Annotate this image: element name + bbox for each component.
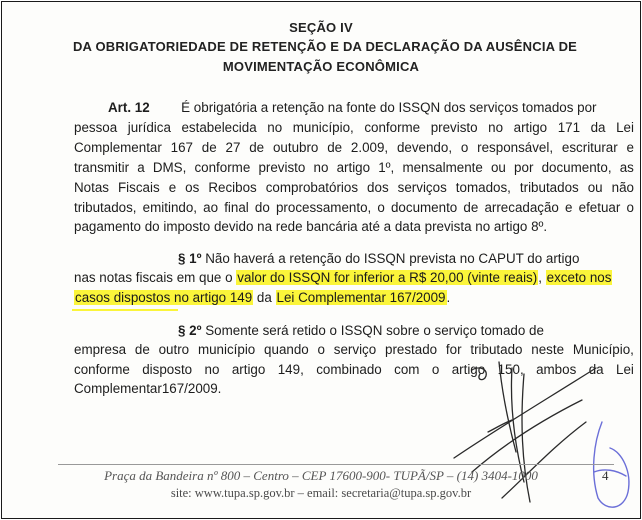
paragraph-2-line: conforme disposto no artigo 149, combinado com o artigo 150, ambos da Lei [74,362,634,377]
footer-contact: site: www.tupa.sp.gov.br – email: secretaria@tupa.sp.gov.br [170,486,472,500]
footer-address: Praça da Bandeira nº 800 – Centro – CEP 17600-900- TUPÃ/SP – (14) 3404-1000 [104,468,538,483]
article-text-line: pagamento do imposto devido na rede bancária até a data prevista no artigo 8º. [74,219,548,234]
paragraph-1-symbol: § 1º [178,251,202,266]
article-text-line: pessoa jurídica estabelecida no município, conforme previsto no artigo 171 da Lei [74,120,634,135]
paragraph-1-line-3: casos dispostos no artigo 149 da Lei Complementar 167/2009. [75,290,451,305]
paragraph-2-line: empresa de outro município quando o serviço prestado for tributado neste Município, [74,342,634,357]
paragraph-1-first-line: § 1º Não haverá a retenção do ISSQN prevista no CAPUT do artigo [178,251,580,266]
section-heading: SEÇÃO IV [289,20,353,35]
paragraph-2-line: Complementar167/2009. [74,381,222,396]
article-text-line: tributados, emitindo, ao final do processamento, o documento de arrecadação e efetuar o [74,200,634,215]
paragraph-1-line-2: nas notas fiscais em que o valor do ISSQN for inferior a R$ 20,00 (vinte reais), exceto nos [74,270,612,285]
section-title-line-1: DA OBRIGATORIEDADE DE RETENÇÃO E DA DECLARAÇÃO DA AUSÊNCIA DE [72,39,578,54]
article-label: Art. 12 [108,100,150,115]
section-title-line-2: MOVIMENTAÇÃO ECONÔMICA [222,59,420,74]
highlighted-text: exceto nos [546,270,612,285]
highlighted-text: casos dispostos no artigo 149 [75,290,253,305]
highlighted-text: valor do ISSQN for inferior a R$ 20,00 (vinte reais) [237,270,538,285]
article-text-line: Notas Fiscais e os Recibos comprobatórios dos serviços tomados, tributados ou não [74,180,634,195]
footer-divider [58,464,614,465]
article-text-line: transmitir a DMS, conforme previsto no artigo 1º, mensalmente ou por documento, as [74,160,634,175]
handwritten-signature [2,2,640,518]
document-page [1,1,641,519]
paragraph-2-symbol: § 2º [178,323,202,338]
highlighted-text: Lei Complementar 167/2009 [276,290,446,305]
paragraph-2-first-line: § 2º Somente será retido o ISSQN sobre o serviço tomado de [178,323,544,338]
article-text-line: Complementar 167 de 27 de outubro de 2.009, devendo, o responsável, escriturar e [74,140,634,155]
page-number: 4 [602,468,609,483]
article-text-line: É obrigatória a retenção na fonte do ISSQN dos serviços tomados por [181,100,597,115]
